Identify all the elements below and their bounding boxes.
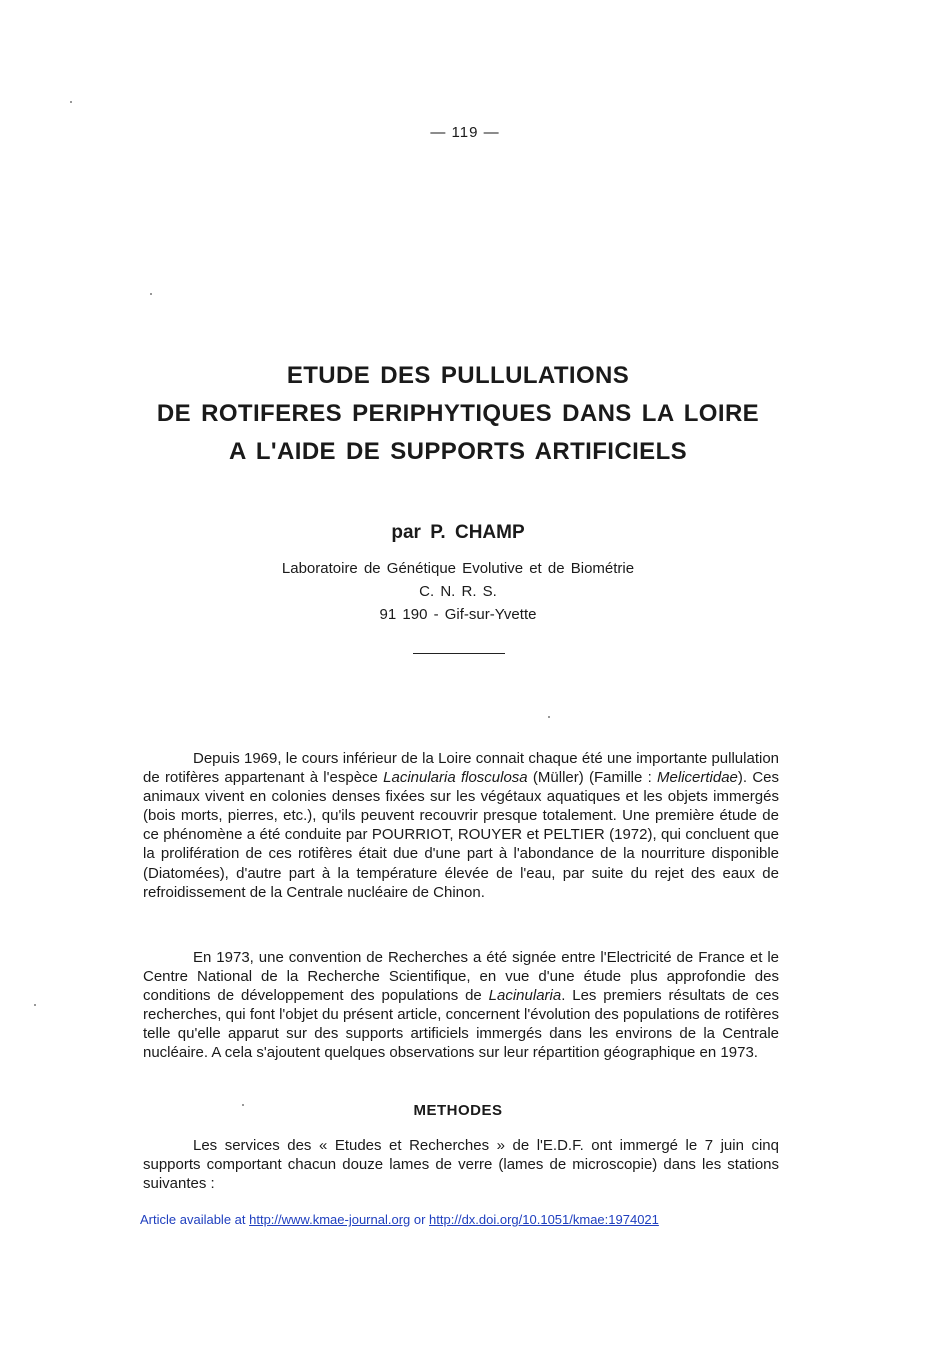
affiliation-address: 91 190 - Gif-sur-Yvette [379, 606, 537, 623]
scan-speck [70, 101, 72, 103]
title-line-1: ETUDE DES PULLULATIONS [286, 362, 630, 389]
paragraph-intro-text-3: ). Ces animaux vivent en colonies denses fixées sur les végétaux aquatiques et les objets immergés (bois morts, pierres, etc.), qu'ils peuvent recouvrir presque totalement. Une première étude de ce phénomène a été conduite par POURRIOT, ROUYER et PELTIER (1972), qui concluent que la prolifération de ces rotifères était due d'une part à l'abondance de la nourriture disponible (Diatomées), d'autre part à la température élevée de l'eau, par suite du rejet des eaux de refroidissement de la Centrale nucléaire de Chinon. [143, 769, 780, 901]
paragraph-intro-text-1: Depuis 1969, le cours inférieur de la Loire connait chaque été une importante pullulation de rotifères appartenant à l'espèce [143, 750, 779, 787]
paragraph-convention-text-2: . Les premiers résultats de ces recherches, qui font l'objet du présent article, concernent l'évolution des populations de rotifères telle qu'elle apparut sur des supports artificiels immergés dans les environs de la Centrale nucléaire. A cela s'ajoutent quelques observations sur leur répartition géographique en 1973. [143, 987, 779, 1062]
footer-prefix: Article available at [140, 1212, 250, 1227]
footer-availability [140, 1212, 840, 1227]
paragraph-intro [143, 749, 779, 902]
page-number: — 119 — [430, 124, 500, 141]
genus-name: Lacinularia [488, 987, 562, 1005]
paragraph-intro-text-2: (Müller) (Famille : [527, 769, 658, 787]
scan-speck [34, 1004, 36, 1006]
footer-middle: or [410, 1212, 430, 1227]
scan-speck [242, 1104, 244, 1106]
affiliation-institution: C. N. R. S. [419, 583, 497, 600]
scan-speck [548, 716, 550, 718]
family-name: Melicertidae [657, 769, 738, 787]
paragraph-methods-text: Les services des « Etudes et Recherches » de l'E.D.F. ont immergé le 7 juin cinq supports comportant chacun douze lames de verre (lames de microscopie) dans les stations suivantes : [143, 1137, 779, 1193]
paragraph-convention [143, 948, 779, 1063]
paragraph-methods [143, 1136, 779, 1193]
doi-link[interactable]: http://dx.doi.org/10.1051/kmae:1974021 [429, 1212, 659, 1227]
title-line-3: A L'AIDE DE SUPPORTS ARTIFICIELS [228, 438, 688, 465]
species-name: Lacinularia flosculosa [383, 769, 528, 787]
title-line-2: DE ROTIFERES PERIPHYTIQUES DANS LA LOIRE [156, 400, 760, 427]
author: par P. CHAMP [391, 522, 525, 543]
scan-speck [150, 293, 152, 295]
paragraph-convention-text-1: En 1973, une convention de Recherches a été signée entre l'Electricité de France et le Centre National de la Recherche Scientifique, en vue d'une étude plus approfondie des conditions de développement des populations de [143, 949, 779, 1005]
section-heading-methodes: METHODES [413, 1102, 503, 1119]
separator-rule [413, 653, 505, 654]
journal-link[interactable]: http://www.kmae-journal.org [249, 1212, 411, 1227]
affiliation-lab: Laboratoire de Génétique Evolutive et de Biométrie [281, 560, 635, 577]
